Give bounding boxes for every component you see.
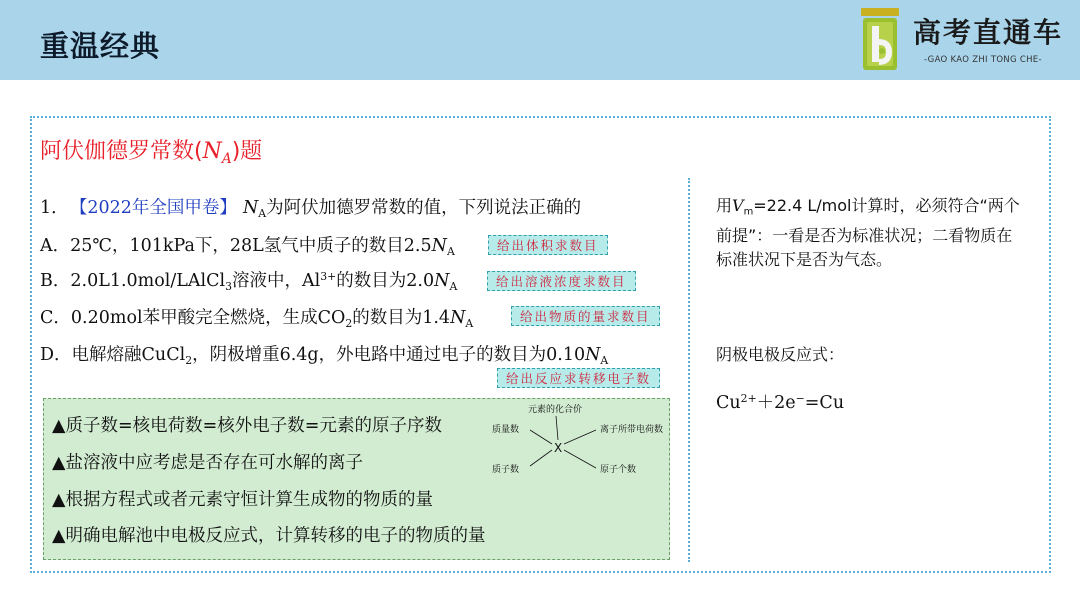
summary-item: ▲质子数=核电荷数=核外电子数=元素的原子序数 — [52, 416, 442, 436]
column-divider — [688, 178, 690, 562]
arrow-line — [564, 430, 596, 444]
hint-tag-d: 给出反应求转移电子数 — [497, 368, 660, 388]
diagram-label-top: 元素的化合价 — [528, 405, 583, 415]
side-note: 用$V_m=22.4$ L/mol计算时，必须符合“两个前提”：一看是否为标准状况；二看物质在标准状况下是否为气态。 — [716, 196, 1020, 270]
book-logo-icon — [855, 6, 905, 72]
exam-source-tag: 【2022年全国甲卷】 — [78, 198, 237, 218]
hint-tag-b: 给出溶液浓度求数目 — [487, 271, 636, 291]
diagram-label-left-top: 质量数 — [492, 425, 520, 435]
hint-tag-a: 给出体积求数目 — [488, 235, 608, 255]
arrow-line — [564, 450, 596, 468]
diagram-label-left-bottom: 质子数 — [492, 465, 520, 475]
header-bar — [0, 0, 1080, 80]
arrow-line — [530, 430, 552, 444]
arrow-line — [556, 416, 558, 440]
question-number: 1． — [40, 198, 69, 218]
option-b: B．2.0L1.0mol/LAlCl$_3$溶液中，$Al^{3+}$的数目为$2.0N_A$ — [40, 270, 458, 293]
arrow-line — [530, 450, 552, 466]
option-c: C．0.20mol苯甲酸完全燃烧，生成$CO_2$的数目为$1.4N_A$ — [40, 308, 474, 330]
question-stem: 1． 【2022年全国甲卷】 $N_A$为阿伏加德罗常数的值，下列说法正确的 — [40, 198, 582, 220]
summary-item: ▲明确电解池中电极反应式，计算转移的电子的物质的量 — [52, 526, 486, 546]
brand-subtitle: -GAO KAO ZHI TONG CHE- — [924, 55, 1042, 65]
diagram-center-symbol: X — [554, 441, 563, 455]
cathode-label: 阴极电极反应式： — [716, 345, 845, 364]
option-a: A．25℃，101kPa下，28L氢气中质子的数目$2.5N_A$ — [40, 236, 455, 258]
diagram-label-right-bottom: 原子个数 — [600, 465, 637, 475]
hint-tag-c: 给出物质的量求数目 — [511, 306, 660, 326]
cathode-formula: $Cu^{2+}+2e^-=Cu$ — [716, 392, 845, 413]
page-title: 重温经典 — [40, 29, 161, 63]
summary-item: ▲根据方程式或者元素守恒计算生成物的物质的量 — [52, 490, 433, 510]
diagram-label-right-top: 离子所带电荷数 — [600, 425, 664, 435]
option-d: D．电解熔融CuCl$_2$，阴极增重6.4g，外电路中通过电子的数目为$0.10N_A$ — [40, 345, 609, 367]
brand-name: 高考直通车 — [913, 16, 1064, 49]
nuclide-notation-diagram — [490, 400, 670, 482]
summary-item: ▲盐溶液中应考虑是否存在可水解的离子 — [52, 453, 363, 473]
section-title: 阿伏伽德罗常数$(N_A)$题 — [40, 139, 263, 167]
